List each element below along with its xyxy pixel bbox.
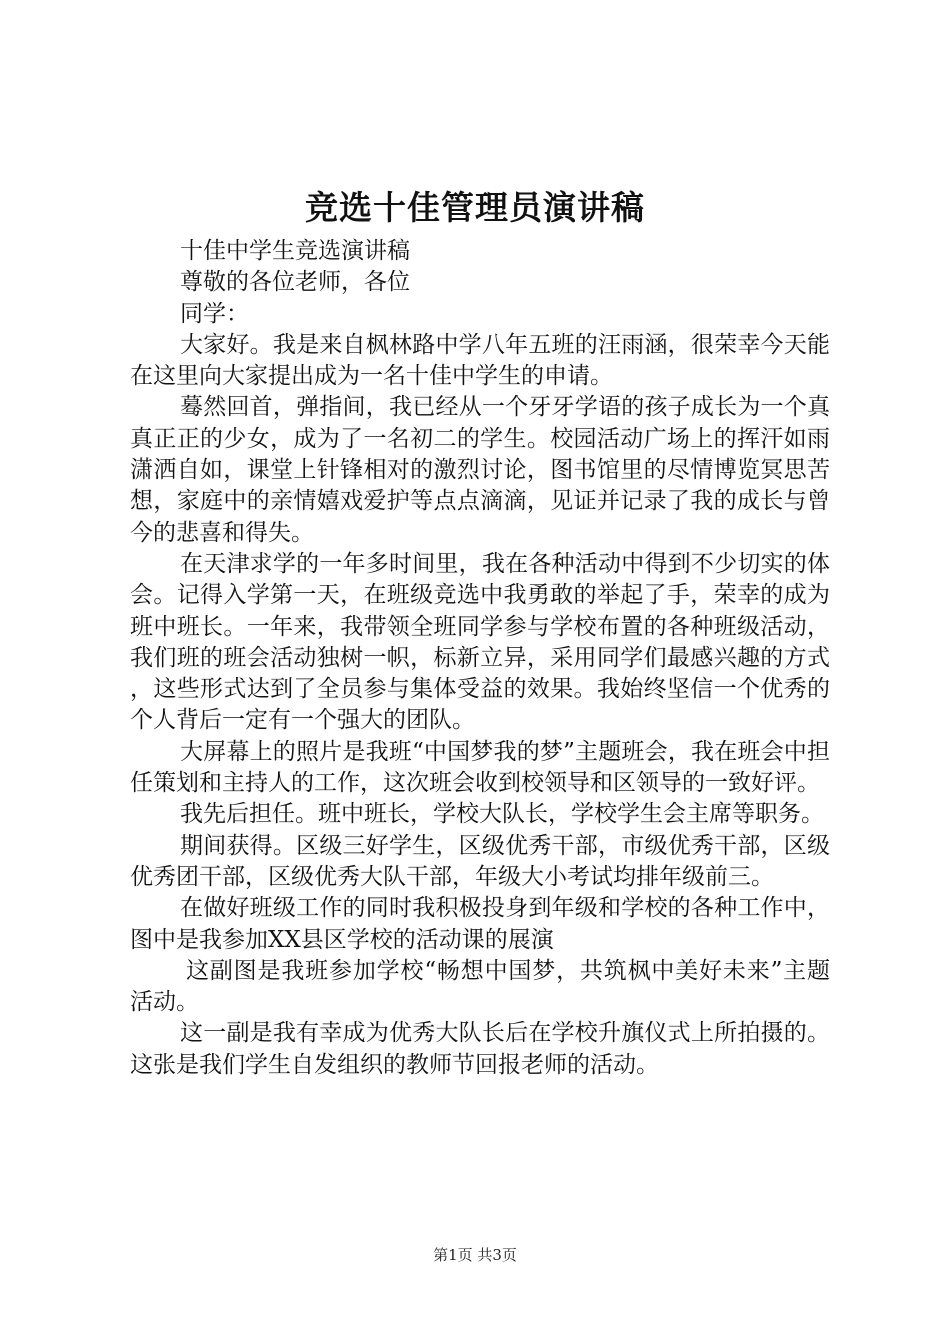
paragraph: 十佳中学生竞选演讲稿	[180, 238, 410, 264]
paragraph: 在做好班级工作的同时我积极投身到年级和学校的各种工作中，图中是我参加XX县区学校的活动课的展演	[130, 895, 830, 953]
paragraph: 期间获得。区级三好学生，区级优秀干部，市级优秀干部，区级优秀团干部，区级优秀大队干部，年级大小考试均排年级前三。	[130, 832, 830, 890]
paragraph: 我先后担任。班中班长，学校大队长，学校学生会主席等职务。	[180, 801, 824, 828]
document-title: 竞选十佳管理员演讲稿	[305, 188, 645, 227]
paragraph: 尊敬的各位老师，各位	[180, 269, 410, 296]
paragraph: 大家好。我是来自枫林路中学八年五班的汪雨涵，很荣幸今天能在这里向大家提出成为一名十佳中学生的申请。	[130, 331, 830, 390]
paragraph: 同学：	[180, 300, 249, 327]
paragraph: 这副图是我班参加学校“畅想中国梦，共筑枫中美好未来”主题活动。	[130, 957, 830, 1016]
paragraph: 这一副是我有幸成为优秀大队长后在学校升旗仪式上所拍摄的。这张是我们学生自发组织的教师节回报老师的活动。	[130, 1020, 830, 1078]
paragraph: 大屏幕上的照片是我班“中国梦我的梦”主题班会，我在班会中担任策划和主持人的工作，这次班会收到校领导和区领导的一致好评。	[130, 738, 830, 797]
document-body	[130, 236, 830, 1081]
paragraph: 在天津求学的一年多时间里，我在各种活动中得到不少切实的体会。记得入学第一天，在班级竞选中我勇敢的举起了手，荣幸的成为班中班长。一年来，我带领全班同学参与学校布置的各种班级活动，我们班的班会活动独树一帜，标新立异，采用同学们最感兴趣的方式，这些形式达到了全员参与集体受益的效果。我始终坚信一个优秀的个人背后一定有一个强大的团队。	[130, 550, 830, 734]
page-number-footer: 第1页 共3页	[433, 1246, 517, 1264]
paragraph: 蓦然回首，弹指间，我已经从一个牙牙学语的孩子成长为一个真真正正的少女，成为了一名初二的学生。校园活动广场上的挥汗如雨潇洒自如，课堂上针锋相对的激烈讨论，图书馆里的尽情博览冥思苦想，家庭中的亲情嬉戏爱护等点点滴滴，见证并记录了我的成长与曾今的悲喜和得失。	[130, 394, 830, 546]
